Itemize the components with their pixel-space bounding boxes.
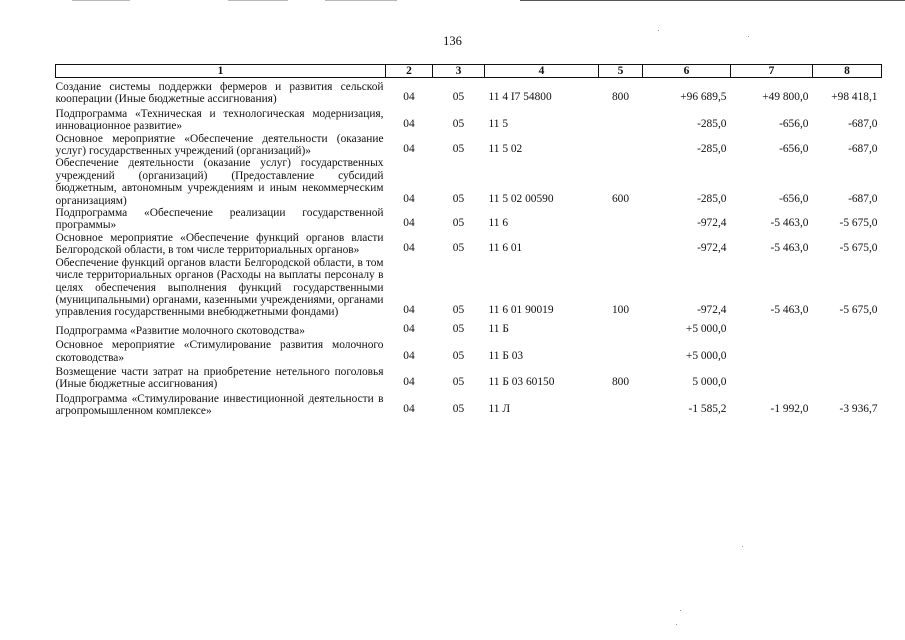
row-expense-type: 600 <box>611 192 630 205</box>
scan-artifact-dot <box>658 30 659 31</box>
column-header: 8 <box>813 65 882 78</box>
scan-artifact-dot <box>680 610 681 611</box>
row-amount-year2: -5 463,0 <box>770 242 809 255</box>
table-row <box>56 106 882 133</box>
row-amount-year1: -285,0 <box>697 192 727 205</box>
row-section: 04 <box>403 403 415 416</box>
row-amount-year3 <box>813 337 882 364</box>
row-target-article: 11 6 01 90019 <box>488 304 554 317</box>
row-subsection: 05 <box>452 349 465 362</box>
row-name: Подпрограмма «Развитие молочного скотоводства» <box>55 324 305 337</box>
row-expense-type <box>599 319 643 337</box>
row-amount-year3: -687,0 <box>848 118 878 131</box>
row-amount-year2 <box>731 337 813 364</box>
column-header: 4 <box>485 65 599 78</box>
scan-artifact-dot <box>676 624 677 625</box>
row-amount-year2: -656,0 <box>779 118 809 131</box>
header-row <box>56 65 882 78</box>
row-amount-year2 <box>731 364 813 391</box>
row-amount-year1: -972,4 <box>697 242 727 255</box>
row-amount-year1: +5 000,0 <box>685 349 727 362</box>
row-subsection: 05 <box>452 304 465 317</box>
column-header: 6 <box>643 65 731 78</box>
table-row <box>56 78 882 106</box>
row-section: 04 <box>403 322 415 335</box>
row-name: Подпрограмма «Стимулирование инвестиционной деятельности в агропромышленном комплексе» <box>55 392 384 418</box>
row-amount-year1: 5 000,0 <box>692 376 727 389</box>
row-amount-year2: -5 463,0 <box>770 217 809 230</box>
row-section: 04 <box>403 349 415 362</box>
row-expense-type <box>599 391 643 418</box>
row-subsection: 05 <box>452 143 465 156</box>
row-subsection: 05 <box>452 118 465 131</box>
row-target-article: 11 6 <box>488 217 509 230</box>
table-row <box>56 391 882 418</box>
row-name: Основное мероприятие «Стимулирование развития молочного скотоводства» <box>55 339 384 364</box>
row-amount-year1: -1 585,2 <box>688 403 727 416</box>
column-header: 5 <box>599 65 643 78</box>
row-expense-type: 100 <box>611 304 630 317</box>
row-amount-year2: +49 800,0 <box>762 91 809 104</box>
row-amount-year1: -285,0 <box>697 143 727 156</box>
row-amount-year3: +98 418,1 <box>831 91 878 104</box>
scan-artifact-line <box>325 0 397 1</box>
row-amount-year1: -972,4 <box>697 304 727 317</box>
table-row <box>56 207 882 232</box>
row-amount-year3: -5 675,0 <box>839 217 878 230</box>
row-amount-year2: -656,0 <box>779 143 809 156</box>
row-name: Основное мероприятие «Обеспечение деятельности (оказание услуг) государственных учреждений (организаций)» <box>55 132 384 158</box>
row-target-article: 11 5 02 <box>488 143 523 156</box>
row-section: 04 <box>403 91 415 104</box>
row-expense-type <box>599 106 643 133</box>
row-section: 04 <box>403 242 415 255</box>
row-amount-year2 <box>731 319 813 337</box>
row-subsection: 05 <box>452 403 465 416</box>
row-amount-year3: -5 675,0 <box>839 304 878 317</box>
table-row <box>56 133 882 158</box>
row-amount-year2: -656,0 <box>779 192 809 205</box>
budget-table <box>55 64 882 418</box>
table-body <box>56 78 882 418</box>
row-subsection: 05 <box>452 242 465 255</box>
row-expense-type: 800 <box>611 91 630 104</box>
table-row <box>56 257 882 319</box>
page-number: 136 <box>443 34 462 48</box>
row-subsection: 05 <box>452 376 465 389</box>
row-subsection: 05 <box>452 217 465 230</box>
row-amount-year3: -5 675,0 <box>839 242 878 255</box>
row-subsection: 05 <box>452 91 465 104</box>
row-target-article: 11 5 02 00590 <box>488 192 554 205</box>
row-amount-year3: -3 936,7 <box>839 403 878 416</box>
row-name: Возмещение части затрат на приобретение нетельного поголовья (Иные бюджетные ассигнования) <box>55 365 384 391</box>
row-target-article: 11 Б 03 <box>488 349 524 362</box>
row-expense-type <box>599 337 643 364</box>
row-section: 04 <box>403 192 415 205</box>
row-expense-type <box>599 207 643 232</box>
row-amount-year3 <box>813 364 882 391</box>
column-header: 7 <box>731 65 813 78</box>
scan-artifact-line <box>72 0 130 1</box>
row-target-article: 11 Б 03 60150 <box>488 376 555 389</box>
table-row <box>56 337 882 364</box>
row-amount-year2: -1 992,0 <box>770 403 809 416</box>
row-subsection: 05 <box>452 322 465 335</box>
row-section: 04 <box>403 217 415 230</box>
row-target-article: 11 6 01 <box>488 242 523 255</box>
row-section: 04 <box>403 118 415 131</box>
row-expense-type: 800 <box>611 376 630 389</box>
column-header: 1 <box>56 65 386 78</box>
table-row <box>56 319 882 337</box>
scan-artifact-dot <box>742 546 743 547</box>
row-amount-year1: -972,4 <box>697 217 727 230</box>
row-amount-year3 <box>813 319 882 337</box>
column-header: 2 <box>386 65 433 78</box>
row-section: 04 <box>403 143 415 156</box>
column-header: 3 <box>433 65 485 78</box>
row-target-article: 11 Б <box>488 322 509 335</box>
row-amount-year2: -5 463,0 <box>770 304 809 317</box>
row-amount-year1: -285,0 <box>697 118 727 131</box>
row-amount-year1: +96 689,5 <box>680 91 727 104</box>
table-row <box>56 232 882 257</box>
row-expense-type <box>599 133 643 158</box>
row-name: Основное мероприятие «Обеспечение функций органов власти Белгородской области, в том числе территориальных органов» <box>55 231 384 257</box>
row-name: Создание системы поддержки фермеров и развития сельской кооперации (Иные бюджетные ассигнования) <box>55 81 384 106</box>
row-subsection: 05 <box>452 192 465 205</box>
row-target-article: 11 4 I7 54800 <box>488 91 552 104</box>
row-amount-year3: -687,0 <box>848 143 878 156</box>
row-amount-year1: +5 000,0 <box>685 322 727 335</box>
row-target-article: 11 Л <box>488 403 511 416</box>
scan-artifact-line <box>228 0 288 1</box>
row-name: Подпрограмма «Обеспечение реализации государственной программы» <box>55 207 384 232</box>
row-name: Подпрограмма «Техническая и технологическая модернизация, инновационное развитие» <box>55 107 384 133</box>
table-row <box>56 364 882 391</box>
row-target-article: 11 5 <box>488 118 509 131</box>
row-name: Обеспечение деятельности (оказание услуг) государственных учреждений (организаций) (Предоставление субсидий бюджетным, автономным учреждениям и иным некоммерческим организациям) <box>55 157 384 207</box>
scan-artifact-line <box>520 0 905 1</box>
row-name: Обеспечение функций органов власти Белгородской области, в том числе территориальных органов (Расходы на выплаты персоналу в целях обеспечения выполнения функций государственными (муниципальными) органами, казенными учреждениями, органами управления государственными внебюджетными фондами) <box>55 256 384 319</box>
row-amount-year3: -687,0 <box>848 192 878 205</box>
table-row <box>56 157 882 207</box>
row-section: 04 <box>403 376 415 389</box>
row-section: 04 <box>403 304 415 317</box>
row-expense-type <box>599 232 643 257</box>
